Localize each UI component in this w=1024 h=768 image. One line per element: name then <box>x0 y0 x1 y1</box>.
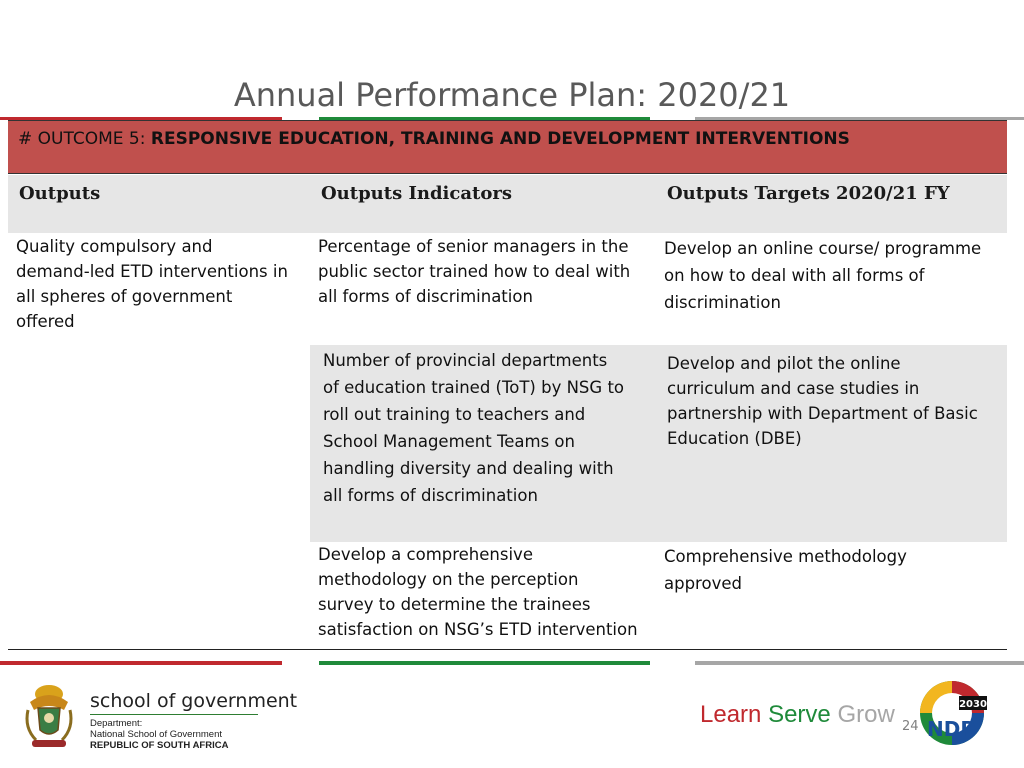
target-line: on how to deal with all forms of <box>664 266 925 285</box>
target-line: Comprehensive methodology <box>664 547 907 566</box>
output-line: demand-led ETD interventions in <box>16 262 288 281</box>
org-underline <box>90 714 258 715</box>
indicator-line: School Management Teams on <box>323 432 575 451</box>
target-line: Develop and pilot the online <box>667 354 901 373</box>
header-outputs: Outputs <box>19 183 101 204</box>
table-bottom-border <box>8 649 1007 650</box>
page-number: 24 <box>902 719 919 734</box>
outcome-prefix: # OUTCOME 5: <box>18 129 151 149</box>
target-cell-2 <box>667 351 1007 451</box>
ndp-year: 2030 <box>959 699 987 710</box>
ndp-2030-logo-icon <box>917 678 987 748</box>
org-name: school of government <box>90 690 298 712</box>
target-line: approved <box>664 574 742 593</box>
dept-label: Department: <box>90 718 143 729</box>
school-of-government-logo <box>90 690 297 751</box>
target-line: discrimination <box>664 293 781 312</box>
tagline-serve: Serve <box>768 701 831 728</box>
output-line: Quality compulsory and <box>16 237 213 256</box>
dept-name: National School of Government <box>90 729 223 740</box>
indicator-cell-1 <box>318 234 658 309</box>
indicator-line: all forms of discrimination <box>318 287 533 306</box>
header-targets: Outputs Targets 2020/21 FY <box>667 183 950 204</box>
indicator-line: handling diversity and dealing with <box>323 459 614 478</box>
indicator-cell-2 <box>323 347 653 509</box>
outcome-banner <box>8 120 1007 174</box>
target-line: Education (DBE) <box>667 429 802 448</box>
target-line: curriculum and case studies in <box>667 379 920 398</box>
output-cell <box>16 234 306 334</box>
indicator-line: Develop a comprehensive <box>318 545 533 564</box>
bottom-green-rule <box>319 661 650 665</box>
indicator-line: survey to determine the trainees <box>318 595 591 614</box>
output-line: offered <box>16 312 75 331</box>
target-cell-1 <box>664 235 1009 316</box>
indicator-line: of education trained (ToT) by NSG to <box>323 378 625 397</box>
indicator-line: Percentage of senior managers in the <box>318 237 629 256</box>
indicator-line: roll out training to teachers and <box>323 405 586 424</box>
indicator-line: public sector trained how to deal with <box>318 262 631 281</box>
target-line: Develop an online course/ programme <box>664 239 982 258</box>
country-name: REPUBLIC OF SOUTH AFRICA <box>90 740 229 751</box>
indicator-cell-3 <box>318 542 658 642</box>
indicator-line: Number of provincial departments <box>323 351 608 370</box>
ndp-text: NDP <box>927 717 975 741</box>
tagline <box>700 701 895 729</box>
target-cell-3 <box>664 543 1004 597</box>
target-line: partnership with Department of Basic <box>667 404 978 423</box>
header-indicators: Outputs Indicators <box>321 183 512 204</box>
indicator-line: all forms of discrimination <box>323 486 538 505</box>
indicator-line: methodology on the perception <box>318 570 579 589</box>
bottom-gray-rule <box>695 661 1024 665</box>
coat-of-arms-icon <box>20 680 78 752</box>
table-header-row <box>8 175 1007 233</box>
tagline-grow: Grow <box>837 701 895 728</box>
slide-title: Annual Performance Plan: 2020/21 <box>233 76 791 114</box>
bottom-red-rule <box>0 661 282 665</box>
indicator-line: satisfaction on NSG’s ETD intervention <box>318 620 638 639</box>
tagline-learn: Learn <box>700 701 762 728</box>
outcome-name: RESPONSIVE EDUCATION, TRAINING AND DEVELOPMENT INTERVENTIONS <box>150 129 850 149</box>
output-line: all spheres of government <box>16 287 233 306</box>
